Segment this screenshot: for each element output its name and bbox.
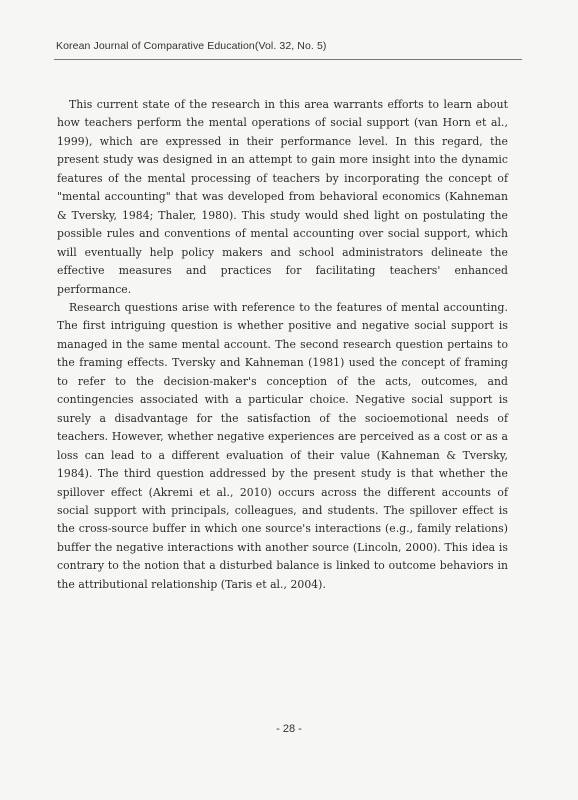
header-rule	[54, 59, 522, 60]
running-header: Korean Journal of Comparative Education(Vol. 32, No. 5)	[56, 40, 327, 52]
paragraph-1: This current state of the research in this area warrants efforts to learn about how teachers perform the mental operations of social support (van Horn et al., 1999), which are expressed in their performance level. In this regard, the present study was designed in an attempt to gain more insight into the dynamic features of the mental processing of teachers by incorporating the concept of "mental accounting" that was developed from behavioral economics (Kahneman & Tversky, 1984; Thaler, 1980). This study would shed light on postulating the possible rules and conventions of mental accounting over social support, which will eventually help policy makers and school administrators delineate the effective measures and practices for facilitating teachers' enhanced performance.	[57, 98, 508, 296]
page-number: - 28 -	[276, 723, 302, 735]
paragraph-2: Research questions arise with reference to the features of mental accounting. The first intriguing question is whether positive and negative social support is managed in the same mental account. The second research question pertains to the framing effects. Tversky and Kahneman (1981) used the concept of framing to refer to the decision-maker's conception of the acts, outcomes, and contingencies associated with a particular choice. Negative social support is surely a disadvantage for the satisfaction of the socioemotional needs of teachers. However, whether negative experiences are perceived as a cost or as a loss can lead to a different evaluation of their value (Kahneman & Tversky, 1984). The third question addressed by the present study is that whether the spillover effect (Akremi et al., 2010) occurs across the different accounts of social support with principals, colleagues, and students. The spillover effect is the cross-source buffer in which one source's interactions (e.g., family relations) buffer the negative interactions with another source (Lincoln, 2000). This idea is contrary to the notion that a disturbed balance is linked to outcome behaviors in the attributional relationship (Taris et al., 2004).	[57, 300, 508, 591]
body-text	[57, 96, 508, 594]
